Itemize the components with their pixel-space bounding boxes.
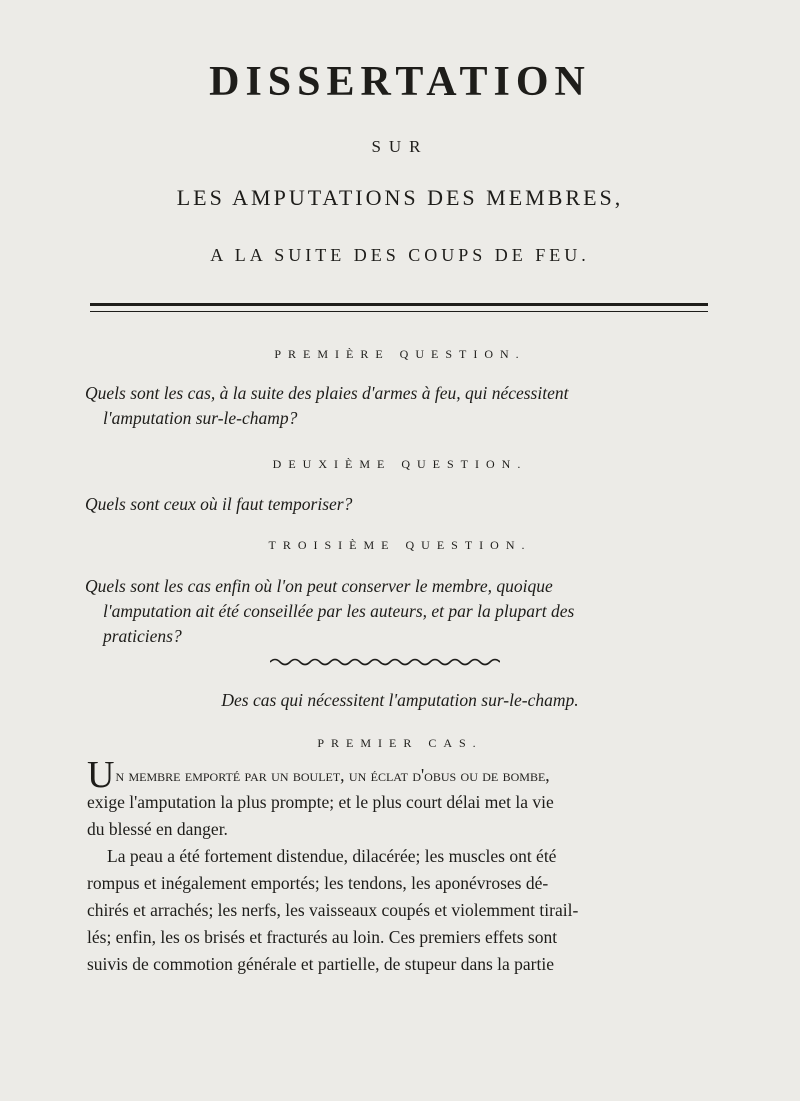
question-2-heading: DEUXIÈME QUESTION. [272, 457, 528, 471]
subtitle: LES AMPUTATIONS DES MEMBRES, [176, 185, 624, 210]
question-1-heading: PREMIÈRE QUESTION. [274, 347, 526, 361]
title-rule-thick [90, 303, 708, 306]
paragraph-line: rompus et inégalement emportés; les tendons, les aponévroses dé- [87, 873, 549, 893]
paragraph-line: chirés et arrachés; les nerfs, les vaisseaux coupés et violemment tirail- [87, 900, 579, 920]
page-title: DISSERTATION [209, 59, 591, 105]
title-connector: SUR [371, 137, 429, 156]
question-2-line: Quels sont ceux où il faut temporiser? [85, 494, 353, 514]
question-1-line: l'amputation sur-le-champ? [103, 408, 298, 428]
paragraph-line: du blessé en danger. [87, 819, 228, 839]
case-heading: PREMIER CAS. [317, 736, 483, 750]
subtitle-secondary: A LA SUITE DES COUPS DE FEU. [210, 245, 590, 265]
paragraph-first-line: n membre emporté par un boulet, un éclat d'obus ou de bombe, [115, 765, 550, 785]
paragraph-2 [87, 843, 727, 978]
question-3-line: praticiens? [103, 626, 182, 646]
paragraph-1 [87, 754, 727, 843]
title-rule-thin [90, 311, 708, 312]
question-1-text [85, 381, 735, 431]
drop-cap: U [87, 754, 115, 796]
paragraph-line: La peau a été fortement distendue, dilacérée; les muscles ont été [107, 846, 557, 866]
section-title: Des cas qui nécessitent l'amputation sur-le-champ. [221, 690, 579, 710]
paragraph-line: lés; enfin, les os brisés et fracturés au loin. Ces premiers effets sont [87, 927, 558, 947]
paragraph-line [87, 754, 727, 796]
question-2-text [85, 492, 735, 517]
question-3-line: Quels sont les cas enfin où l'on peut conserver le membre, quoique [85, 576, 553, 596]
wavy-ornament-divider [270, 656, 500, 668]
paragraph-line: suivis de commotion générale et partielle, de stupeur dans la partie [87, 954, 554, 974]
paragraph-line: exige l'amputation la plus prompte; et le plus court délai met la vie [87, 792, 554, 812]
question-3-text [85, 574, 735, 649]
question-3-line: l'amputation ait été conseillée par les auteurs, et par la plupart des [103, 601, 575, 621]
question-3-heading: TROISIÈME QUESTION. [268, 538, 532, 552]
question-1-line: Quels sont les cas, à la suite des plaies d'armes à feu, qui nécessitent [85, 383, 569, 403]
